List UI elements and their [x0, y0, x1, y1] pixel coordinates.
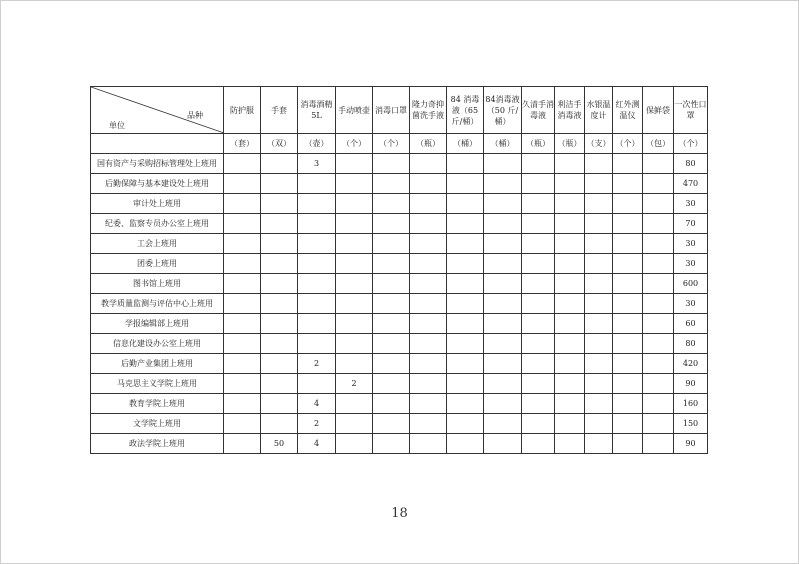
table-cell — [643, 334, 674, 354]
column-unit: （个） — [373, 134, 410, 154]
table-cell — [373, 294, 410, 314]
table-cell — [585, 234, 613, 254]
table-cell — [585, 414, 613, 434]
table-cell — [373, 194, 410, 214]
row-unit-name: 信息化建设办公室上班用 — [91, 334, 224, 354]
column-unit: （瓶） — [410, 134, 447, 154]
table-cell — [613, 294, 643, 314]
table-cell — [585, 314, 613, 334]
row-unit-name: 审计处上班用 — [91, 194, 224, 214]
column-header: 一次性口罩 — [674, 87, 708, 134]
table-cell — [336, 334, 373, 354]
column-header: 手套 — [261, 87, 298, 134]
table-cell — [261, 314, 298, 334]
column-header: 消毒酒精5L — [298, 87, 336, 134]
table-cell — [522, 214, 555, 234]
table-cell — [555, 374, 585, 394]
table-cell — [643, 254, 674, 274]
table-cell — [410, 154, 447, 174]
table-cell — [261, 414, 298, 434]
table-cell — [224, 334, 261, 354]
table-cell — [336, 434, 373, 454]
table-cell — [555, 394, 585, 414]
table-cell — [261, 234, 298, 254]
table-cell — [522, 434, 555, 454]
row-unit-name: 文学院上班用 — [91, 414, 224, 434]
table-cell — [298, 314, 336, 334]
table-row — [91, 254, 708, 274]
table-cell — [484, 154, 522, 174]
table-cell: 4 — [298, 434, 336, 454]
column-header: 防护服 — [224, 87, 261, 134]
table-cell: 600 — [674, 274, 708, 294]
table-cell: 2 — [298, 354, 336, 374]
table-cell — [298, 174, 336, 194]
table-cell — [522, 174, 555, 194]
table-cell — [298, 234, 336, 254]
table-cell: 4 — [298, 394, 336, 414]
table-cell — [484, 274, 522, 294]
table-cell — [410, 254, 447, 274]
table-cell — [613, 254, 643, 274]
table-cell — [447, 354, 484, 374]
table-cell — [613, 154, 643, 174]
table-cell — [555, 234, 585, 254]
table-cell — [522, 334, 555, 354]
table-cell — [298, 294, 336, 314]
table-row — [91, 314, 708, 334]
table-cell — [261, 374, 298, 394]
table-cell — [484, 374, 522, 394]
table-cell — [410, 414, 447, 434]
table-cell: 90 — [674, 374, 708, 394]
table-cell — [224, 434, 261, 454]
table-cell: 3 — [298, 154, 336, 174]
table-cell — [643, 274, 674, 294]
column-unit: （瓶） — [555, 134, 585, 154]
table-cell — [298, 214, 336, 234]
table-cell — [224, 174, 261, 194]
table-cell: 2 — [336, 374, 373, 394]
row-unit-name: 教学质量监测与评估中心上班用 — [91, 294, 224, 314]
table-cell — [261, 334, 298, 354]
table-cell: 30 — [674, 294, 708, 314]
table-cell — [298, 254, 336, 274]
table-cell: 60 — [674, 314, 708, 334]
table-cell — [484, 354, 522, 374]
table-cell — [613, 214, 643, 234]
table-cell — [522, 154, 555, 174]
table-cell — [447, 274, 484, 294]
table-cell — [410, 174, 447, 194]
table-cell — [643, 234, 674, 254]
table-cell — [447, 294, 484, 314]
table-cell — [484, 174, 522, 194]
table-cell — [224, 414, 261, 434]
table-cell — [261, 214, 298, 234]
table-cell — [447, 434, 484, 454]
table-cell — [555, 334, 585, 354]
column-header: 水银温度计 — [585, 87, 613, 134]
table-cell — [585, 434, 613, 454]
table-cell — [336, 294, 373, 314]
table-cell — [522, 234, 555, 254]
table-cell — [224, 234, 261, 254]
column-header: 久清手消毒液 — [522, 87, 555, 134]
table-cell — [298, 274, 336, 294]
table-cell — [613, 194, 643, 214]
column-unit: （包） — [643, 134, 674, 154]
table-cell: 70 — [674, 214, 708, 234]
table-cell: 50 — [261, 434, 298, 454]
table-cell — [522, 314, 555, 334]
table-cell — [643, 214, 674, 234]
corner-label-unit: 单位 — [109, 121, 125, 130]
table-cell — [555, 434, 585, 454]
table-cell — [585, 154, 613, 174]
table-cell — [484, 254, 522, 274]
table-cell: 80 — [674, 154, 708, 174]
table-cell — [613, 394, 643, 414]
table-cell — [261, 154, 298, 174]
table-cell — [585, 214, 613, 234]
table-cell — [585, 194, 613, 214]
row-unit-name: 马克思主义学院上班用 — [91, 374, 224, 394]
corner-label-items: 品种 — [187, 111, 203, 120]
row-unit-name: 团委上班用 — [91, 254, 224, 274]
table-cell — [298, 194, 336, 214]
table-cell — [224, 374, 261, 394]
table-cell — [585, 294, 613, 314]
table-cell — [410, 234, 447, 254]
table-cell — [522, 194, 555, 214]
row-unit-name: 纪委、监察专员办公室上班用 — [91, 214, 224, 234]
row-unit-name: 工会上班用 — [91, 234, 224, 254]
header-row — [91, 87, 708, 134]
row-unit-name: 图书馆上班用 — [91, 274, 224, 294]
table-cell — [484, 334, 522, 354]
table-cell — [447, 374, 484, 394]
table-cell — [522, 414, 555, 434]
table-cell — [410, 274, 447, 294]
table-cell — [336, 234, 373, 254]
table-cell — [555, 154, 585, 174]
column-unit: （壶） — [298, 134, 336, 154]
table-cell — [555, 274, 585, 294]
column-unit: （套） — [224, 134, 261, 154]
table-cell — [643, 194, 674, 214]
table-cell — [261, 194, 298, 214]
measure-unit-row — [91, 134, 708, 154]
table-cell: 30 — [674, 254, 708, 274]
table-cell — [373, 374, 410, 394]
table-cell — [336, 414, 373, 434]
row-unit-name: 后勤产业集团上班用 — [91, 354, 224, 374]
table-cell — [447, 214, 484, 234]
table-cell — [522, 374, 555, 394]
table-cell — [484, 194, 522, 214]
table-cell — [410, 194, 447, 214]
row-unit-name: 后勤保障与基本建设处上班用 — [91, 174, 224, 194]
table-cell — [224, 394, 261, 414]
table-cell — [373, 414, 410, 434]
column-header: 保鲜袋 — [643, 87, 674, 134]
table-cell — [613, 334, 643, 354]
table-row — [91, 434, 708, 454]
corner-cell — [91, 87, 224, 134]
table-cell — [373, 154, 410, 174]
table-cell — [555, 354, 585, 374]
table-cell — [484, 214, 522, 234]
table-cell — [224, 214, 261, 234]
table-cell — [261, 294, 298, 314]
table-cell — [447, 194, 484, 214]
table-cell — [373, 254, 410, 274]
row-unit-name: 学报编辑部上班用 — [91, 314, 224, 334]
table-cell — [484, 414, 522, 434]
column-unit: （个） — [336, 134, 373, 154]
table-cell — [373, 434, 410, 454]
table-cell: 470 — [674, 174, 708, 194]
table-cell — [410, 334, 447, 354]
table-cell — [224, 314, 261, 334]
table-cell — [336, 194, 373, 214]
table-cell — [373, 174, 410, 194]
column-unit: （个） — [613, 134, 643, 154]
table-cell: 30 — [674, 194, 708, 214]
table-cell — [447, 174, 484, 194]
table-cell — [643, 294, 674, 314]
column-header: 隆力奇抑菌洗手液 — [410, 87, 447, 134]
table-cell — [643, 354, 674, 374]
table-cell — [447, 414, 484, 434]
row-unit-name: 政法学院上班用 — [91, 434, 224, 454]
table-cell — [261, 174, 298, 194]
table-cell — [224, 154, 261, 174]
table-cell — [336, 314, 373, 334]
table-cell — [613, 354, 643, 374]
table-cell — [643, 154, 674, 174]
table-cell — [643, 414, 674, 434]
table-cell — [484, 294, 522, 314]
table-cell: 30 — [674, 234, 708, 254]
column-header: 消毒口罩 — [373, 87, 410, 134]
empty-corner-cell — [91, 134, 224, 154]
table-wrapper — [90, 86, 708, 454]
table-cell — [585, 374, 613, 394]
table-cell — [336, 254, 373, 274]
table-cell — [224, 274, 261, 294]
table-row — [91, 194, 708, 214]
table-cell — [373, 354, 410, 374]
table-cell — [410, 314, 447, 334]
table-cell: 2 — [298, 414, 336, 434]
table-cell — [643, 434, 674, 454]
table-cell — [410, 294, 447, 314]
table-cell — [555, 314, 585, 334]
table-row — [91, 334, 708, 354]
table-cell — [447, 394, 484, 414]
table-cell — [224, 354, 261, 374]
table-cell — [613, 274, 643, 294]
table-cell — [555, 294, 585, 314]
table-cell — [585, 254, 613, 274]
table-row — [91, 274, 708, 294]
row-unit-name: 教育学院上班用 — [91, 394, 224, 414]
table-cell — [484, 314, 522, 334]
table-cell — [522, 354, 555, 374]
table-cell — [555, 254, 585, 274]
table-cell — [447, 254, 484, 274]
table-cell: 420 — [674, 354, 708, 374]
table-cell — [261, 354, 298, 374]
table-cell — [373, 234, 410, 254]
table-cell — [224, 294, 261, 314]
table-cell — [336, 394, 373, 414]
table-cell: 80 — [674, 334, 708, 354]
table-cell — [373, 334, 410, 354]
table-cell — [522, 274, 555, 294]
column-header: 红外测温仪 — [613, 87, 643, 134]
table-cell — [261, 394, 298, 414]
table-cell — [484, 434, 522, 454]
table-cell — [585, 354, 613, 374]
table-cell — [555, 214, 585, 234]
table-cell — [643, 174, 674, 194]
table-cell — [613, 234, 643, 254]
table-cell — [613, 314, 643, 334]
table-cell — [484, 234, 522, 254]
table-cell — [373, 274, 410, 294]
table-cell — [613, 174, 643, 194]
table-cell — [522, 254, 555, 274]
table-row — [91, 414, 708, 434]
table-row — [91, 154, 708, 174]
table-cell — [336, 214, 373, 234]
table-cell — [643, 314, 674, 334]
table-cell — [410, 214, 447, 234]
column-header: 手动喷壶 — [336, 87, 373, 134]
column-unit: （瓶） — [522, 134, 555, 154]
table-cell — [643, 394, 674, 414]
table-cell — [261, 274, 298, 294]
table-row — [91, 374, 708, 394]
table-row — [91, 354, 708, 374]
table-cell — [447, 334, 484, 354]
table-row — [91, 174, 708, 194]
column-header: 利洁手消毒液 — [555, 87, 585, 134]
table-cell — [336, 174, 373, 194]
table-cell — [336, 274, 373, 294]
table-cell — [555, 194, 585, 214]
table-row — [91, 214, 708, 234]
column-header: 84消毒液（50 斤/桶） — [484, 87, 522, 134]
table-cell — [224, 254, 261, 274]
table-cell — [484, 394, 522, 414]
table-cell — [410, 374, 447, 394]
table-cell — [410, 394, 447, 414]
row-unit-name: 国有资产与采购招标管理处上班用 — [91, 154, 224, 174]
table-cell — [555, 414, 585, 434]
table-cell — [585, 394, 613, 414]
table-cell — [410, 354, 447, 374]
table-cell — [373, 394, 410, 414]
table-cell — [585, 274, 613, 294]
table-cell — [447, 154, 484, 174]
column-header: 84 消毒液（65 斤/桶） — [447, 87, 484, 134]
table-cell — [613, 434, 643, 454]
table-cell — [585, 174, 613, 194]
table-cell — [410, 434, 447, 454]
column-unit: （桶） — [447, 134, 484, 154]
table-cell — [261, 254, 298, 274]
table-body — [91, 154, 708, 454]
table-cell — [298, 374, 336, 394]
column-unit: （桶） — [484, 134, 522, 154]
table-cell — [555, 174, 585, 194]
column-unit: （支） — [585, 134, 613, 154]
table-cell — [224, 194, 261, 214]
column-unit: （个） — [674, 134, 708, 154]
column-unit: （双） — [261, 134, 298, 154]
table-cell — [585, 334, 613, 354]
table-cell — [522, 394, 555, 414]
table-cell: 150 — [674, 414, 708, 434]
table-cell — [522, 294, 555, 314]
page-number: 18 — [391, 506, 408, 521]
table-cell — [373, 214, 410, 234]
table-cell — [447, 234, 484, 254]
table-cell — [373, 314, 410, 334]
table-row — [91, 294, 708, 314]
table-cell — [613, 414, 643, 434]
table-cell — [447, 314, 484, 334]
table-cell — [336, 154, 373, 174]
table-cell — [643, 374, 674, 394]
table-cell — [336, 354, 373, 374]
supplies-table — [90, 86, 708, 454]
table-cell — [298, 334, 336, 354]
table-row — [91, 394, 708, 414]
table-cell — [613, 374, 643, 394]
table-cell: 160 — [674, 394, 708, 414]
table-cell: 90 — [674, 434, 708, 454]
table-row — [91, 234, 708, 254]
